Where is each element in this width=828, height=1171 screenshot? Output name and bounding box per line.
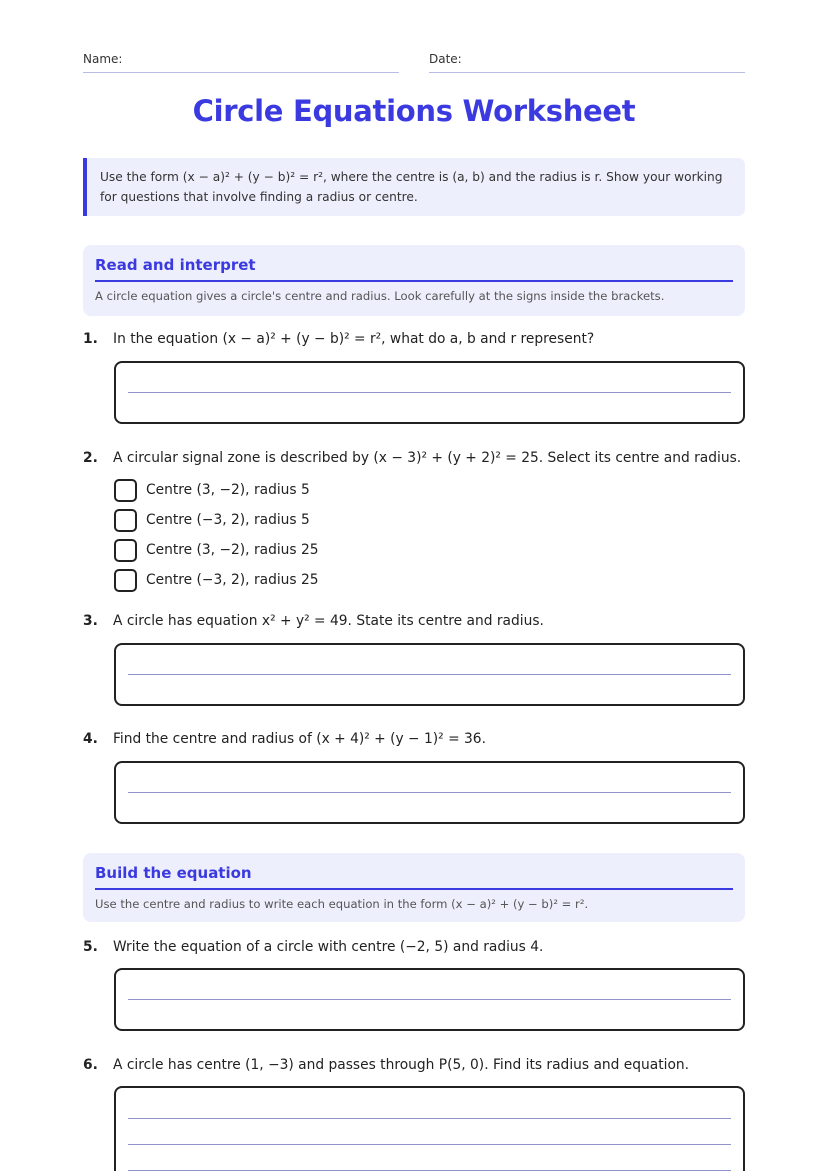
option-label: Centre (−3, 2), radius 5: [146, 512, 310, 528]
date-label: Date:: [429, 52, 462, 66]
answer-line: [128, 392, 731, 393]
option-label: Centre (−3, 2), radius 25: [146, 572, 319, 588]
date-field[interactable]: [429, 52, 745, 73]
question-number: 6.: [83, 1057, 98, 1073]
section-read-and-interpret: [83, 245, 745, 316]
section-title: Build the equation: [95, 853, 733, 890]
answer-box-1[interactable]: [114, 361, 745, 424]
answer-line: [128, 674, 731, 675]
section-description: Use the centre and radius to write each equation in the form (x − a)² + (y − b)² = r².: [95, 897, 589, 911]
question-number: 1.: [83, 331, 98, 347]
question-number: 3.: [83, 613, 98, 629]
section-title: Read and interpret: [95, 245, 733, 282]
question-text: A circle has equation x² + y² = 49. State its centre and radius.: [113, 613, 544, 629]
question-text: In the equation (x − a)² + (y − b)² = r², what do a, b and r represent?: [113, 331, 595, 347]
answer-box-6[interactable]: [114, 1086, 745, 1171]
question-number: 5.: [83, 939, 98, 955]
question-text: A circle has centre (1, −3) and passes through P(5, 0). Find its radius and equation.: [113, 1057, 690, 1073]
name-label: Name:: [83, 52, 123, 66]
name-field[interactable]: [83, 52, 399, 73]
checkbox[interactable]: [114, 479, 137, 502]
page-title: Circle Equations Worksheet: [192, 94, 636, 128]
section-build-the-equation: [83, 853, 745, 922]
checkbox[interactable]: [114, 509, 137, 532]
instructions-box: Use the form (x − a)² + (y − b)² = r², where the centre is (a, b) and the radius is r. Show your working for questions that involve finding a radius or centre.: [83, 158, 745, 216]
checkbox[interactable]: [114, 539, 137, 562]
header-fields: [83, 52, 745, 74]
question-number: 4.: [83, 731, 98, 747]
answer-line: [128, 1118, 731, 1119]
option-label: Centre (3, −2), radius 5: [146, 482, 310, 498]
answer-line: [128, 1144, 731, 1145]
answer-line: [128, 999, 731, 1000]
question-text: Write the equation of a circle with centre (−2, 5) and radius 4.: [113, 939, 544, 955]
answer-box-5[interactable]: [114, 968, 745, 1031]
question-text: A circular signal zone is described by (x − 3)² + (y + 2)² = 25. Select its centre and radius.: [113, 450, 742, 466]
question-number: 2.: [83, 450, 98, 466]
answer-box-3[interactable]: [114, 643, 745, 706]
section-description: A circle equation gives a circle's centre and radius. Look carefully at the signs inside the brackets.: [95, 289, 665, 303]
option-label: Centre (3, −2), radius 25: [146, 542, 319, 558]
answer-line: [128, 792, 731, 793]
checkbox[interactable]: [114, 569, 137, 592]
question-text: Find the centre and radius of (x + 4)² + (y − 1)² = 36.: [113, 731, 486, 747]
answer-box-4[interactable]: [114, 761, 745, 824]
